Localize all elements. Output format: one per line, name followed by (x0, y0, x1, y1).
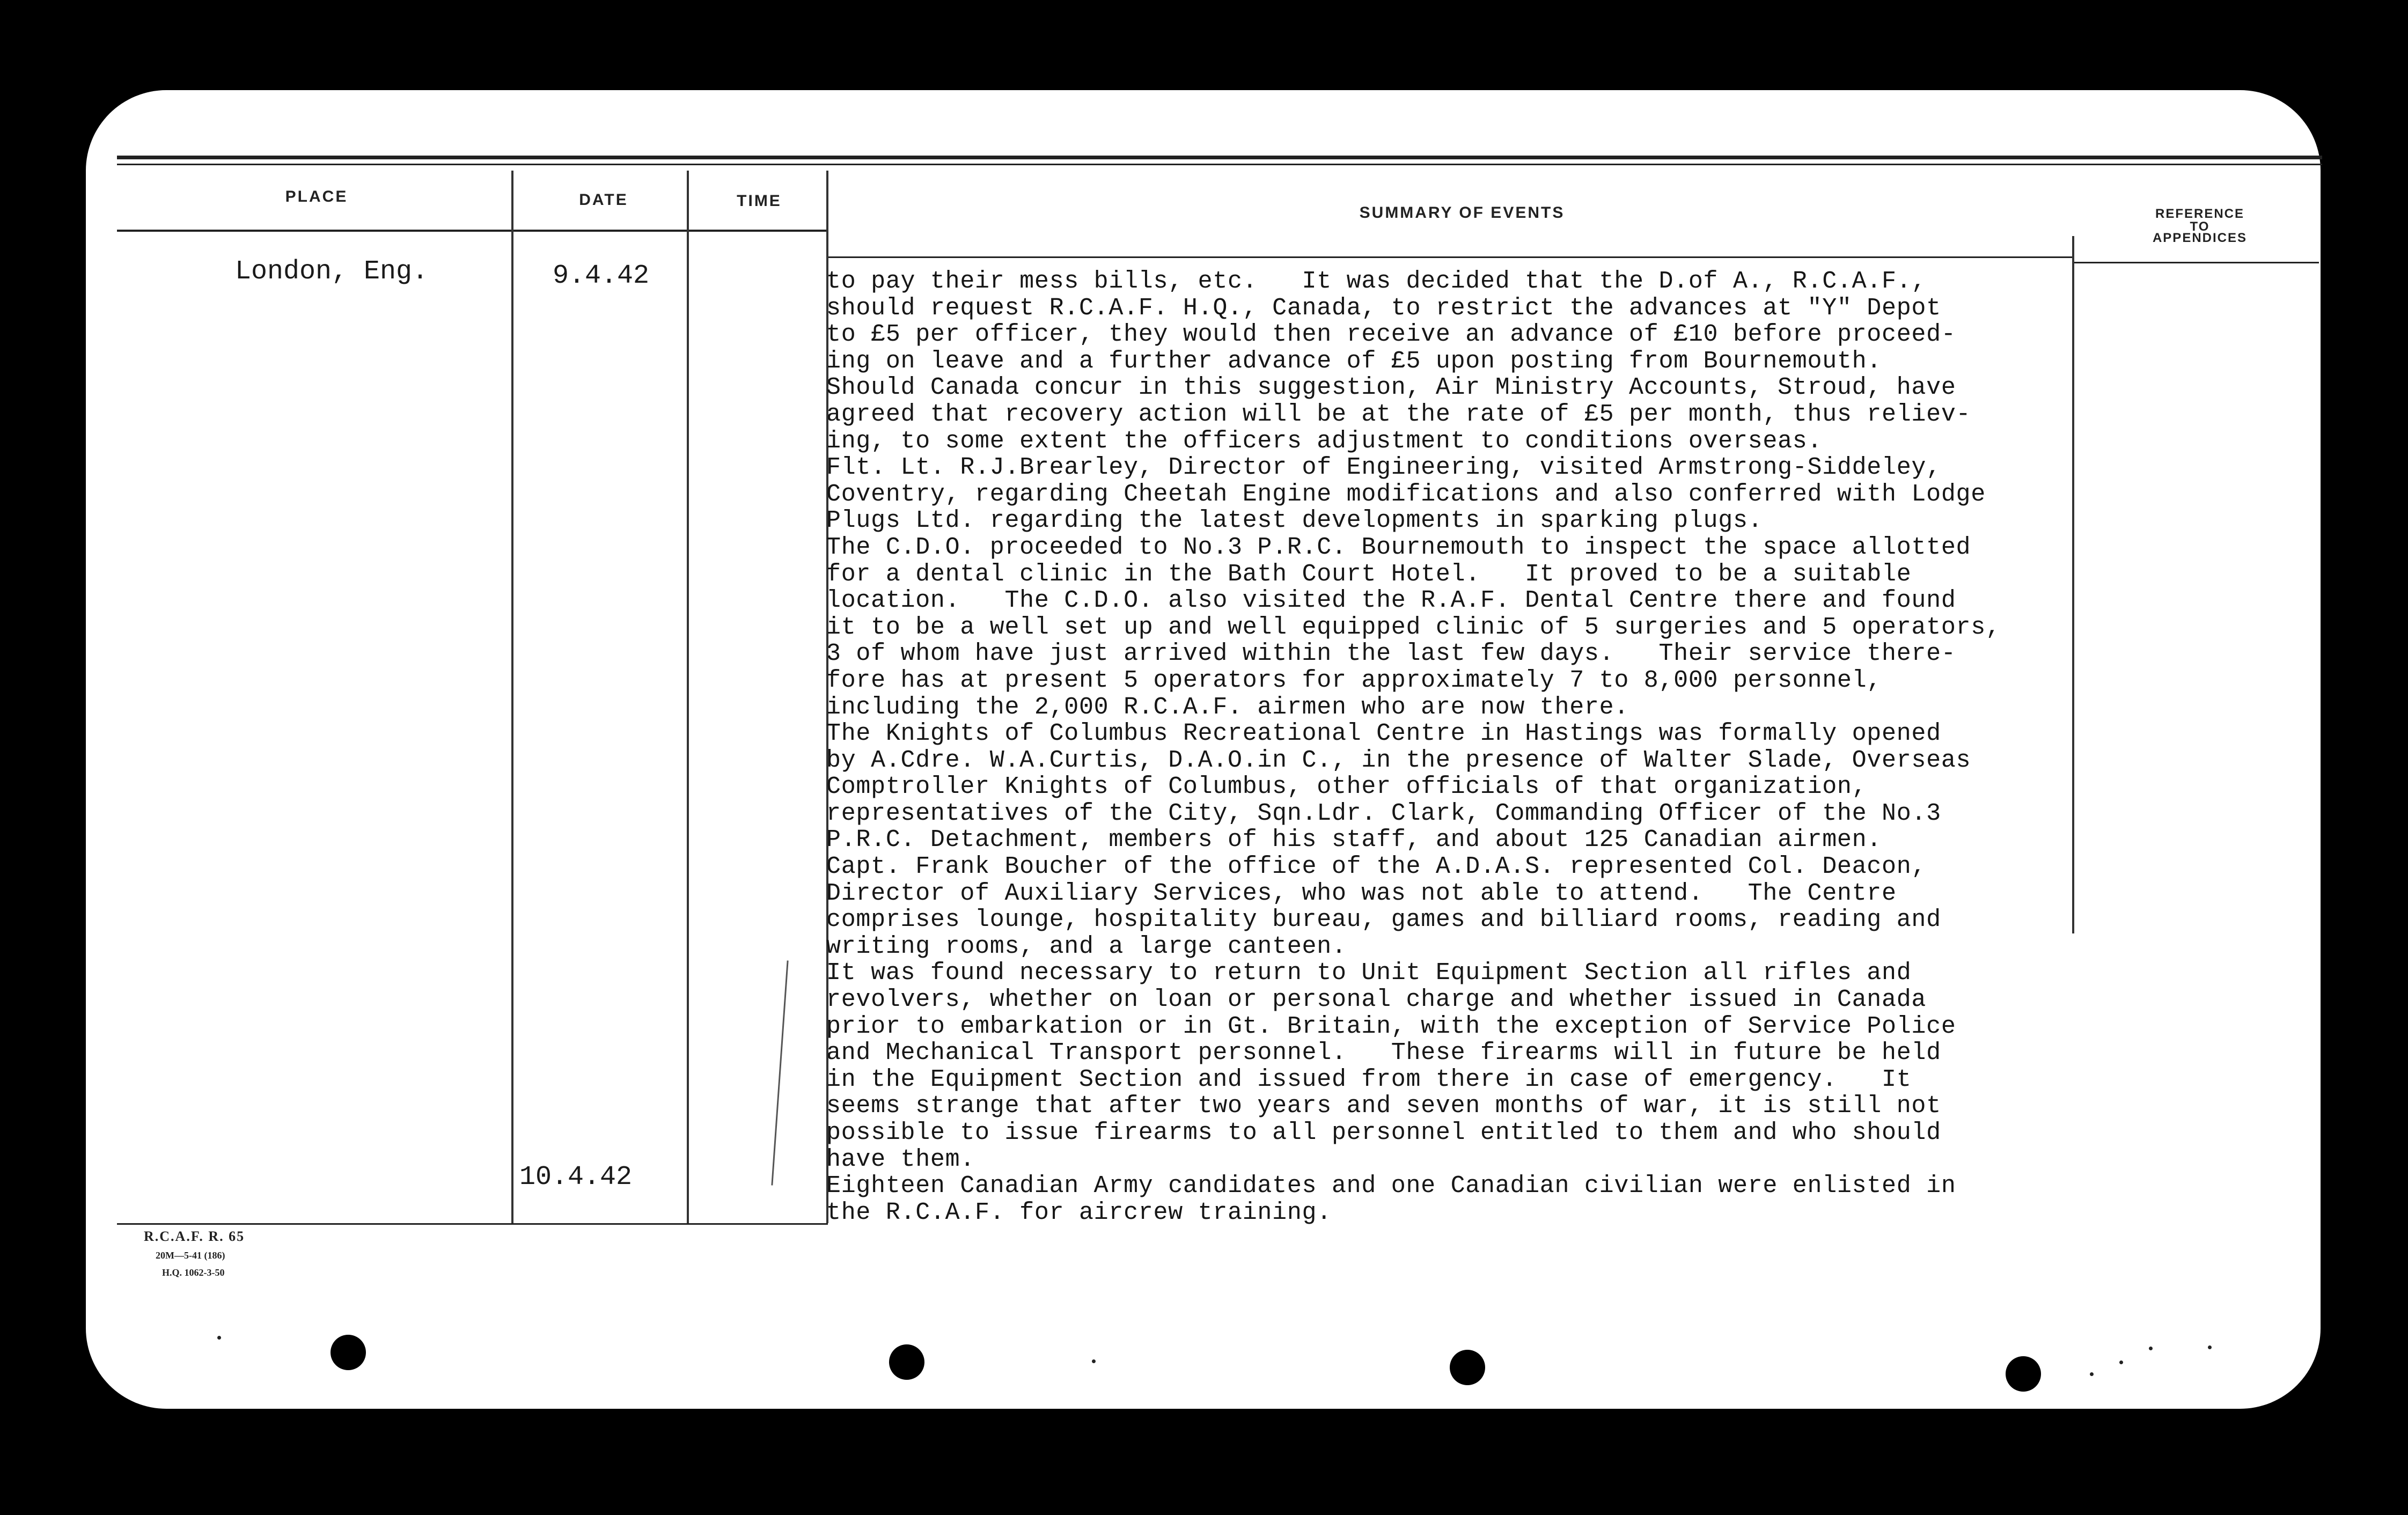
header-rule-reference (2072, 262, 2319, 263)
summary-line: P.R.C. Detachment, members of his staff, and about 125 Canadian airmen. (826, 826, 1882, 854)
header-place: PLACE (285, 188, 348, 205)
summary-line: seems strange that after two years and seven months of war, it is still not (826, 1092, 1941, 1120)
column-divider-place (511, 171, 513, 1223)
punch-hole (1450, 1350, 1485, 1385)
entry-date: 9.4.42 (553, 261, 650, 291)
paper-speck (1092, 1359, 1096, 1363)
paper-speck (2090, 1372, 2094, 1376)
punch-hole (2006, 1356, 2041, 1392)
summary-line: comprises lounge, hospitality bureau, games and billiard rooms, reading and (826, 906, 1941, 934)
summary-line: ing on leave and a further advance of £5 upon posting from Bournemouth. (826, 347, 1882, 375)
summary-line: should request R.C.A.F. H.Q., Canada, to restrict the advances at "Y" Depot (826, 294, 1941, 322)
paper-speck (2208, 1345, 2212, 1349)
form-number: R.C.A.F. R. 65 (144, 1229, 245, 1244)
summary-line: and Mechanical Transport personnel. These firearms will in future be held (826, 1039, 1941, 1067)
header-time: TIME (737, 192, 782, 210)
paper-speck (2119, 1360, 2123, 1364)
summary-line: representatives of the City, Sqn.Ldr. Clark, Commanding Officer of the No.3 (826, 799, 1941, 827)
summary-line: 3 of whom have just arrived within the last few days. Their service there- (826, 640, 1956, 668)
summary-line: agreed that recovery action will be at the rate of £5 per month, thus reliev- (826, 400, 1971, 428)
summary-line: writing rooms, and a large canteen. (826, 932, 1347, 960)
summary-line: Coventry, regarding Cheetah Engine modifications and also conferred with Lodge (826, 480, 1986, 508)
summary-line: ing, to some extent the officers adjustment to conditions overseas. (826, 427, 1823, 455)
bottom-rule (117, 1223, 828, 1225)
header-reference (2082, 206, 2318, 245)
summary-line: the R.C.A.F. for aircrew training. (826, 1198, 1332, 1226)
header-reference-line-3: APPENDICES (2152, 231, 2248, 245)
print-code: 20M—5-41 (186) (156, 1250, 225, 1261)
column-divider-date (687, 171, 689, 1223)
header-summary: SUMMARY OF EVENTS (1359, 204, 1565, 222)
summary-line: Eighteen Canadian Army candidates and one Canadian civilian were enlisted in (826, 1172, 1956, 1200)
paper-speck (217, 1336, 221, 1340)
summary-line: Director of Auxiliary Services, who was not able to attend. The Centre (826, 879, 1897, 907)
summary-of-events (826, 268, 2103, 1226)
entry-place: London, Eng. (235, 256, 429, 287)
summary-line: Should Canada concur in this suggestion, Air Ministry Accounts, Stroud, have (826, 374, 1956, 402)
summary-line: have them. (826, 1145, 975, 1173)
summary-line: Plugs Ltd. regarding the latest developments in sparking plugs. (826, 507, 1763, 535)
summary-line: The Knights of Columbus Recreational Centre in Hastings was formally opened (826, 720, 1941, 748)
summary-line: by A.Cdre. W.A.Curtis, D.A.O.in C., in the presence of Walter Slade, Overseas (826, 746, 1971, 774)
punch-hole (331, 1335, 366, 1370)
header-rule-summary (827, 256, 2072, 258)
summary-line: for a dental clinic in the Bath Court Hotel. It proved to be a suitable (826, 560, 1912, 588)
summary-line: to £5 per officer, they would then receive an advance of £10 before proceed- (826, 321, 1956, 349)
summary-line: It was found necessary to return to Unit Equipment Section all rifles and (826, 959, 1912, 987)
summary-line: Capt. Frank Boucher of the office of the A.D.A.S. represented Col. Deacon, (826, 853, 1927, 881)
summary-line: revolvers, whether on loan or personal charge and whether issued in Canada (826, 986, 1927, 1014)
punch-hole (889, 1344, 924, 1380)
top-rule-thin (117, 164, 2322, 165)
paper-speck (2149, 1347, 2153, 1350)
header-rule (117, 230, 827, 232)
header-reference-line-2: TO (2190, 219, 2210, 234)
hq-code: H.Q. 1062-3-50 (162, 1267, 225, 1278)
summary-line: possible to issue firearms to all personnel entitled to them and who should (826, 1119, 1941, 1146)
summary-line: in the Equipment Section and issued from there in case of emergency. It (826, 1065, 1912, 1093)
summary-line: to pay their mess bills, etc. It was decided that the D.of A., R.C.A.F., (826, 268, 1927, 295)
summary-line: location. The C.D.O. also visited the R.A.F. Dental Centre there and found (826, 587, 1956, 615)
summary-line: it to be a well set up and well equipped clinic of 5 surgeries and 5 operators, (826, 613, 2001, 641)
summary-line: Comptroller Knights of Columbus, other officials of that organization, (826, 773, 1867, 801)
header-date: DATE (579, 191, 628, 209)
top-rule-thick (117, 156, 2322, 159)
summary-line: prior to embarkation or in Gt. Britain, with the exception of Service Police (826, 1012, 1956, 1040)
summary-line: Flt. Lt. R.J.Brearley, Director of Engineering, visited Armstrong-Siddeley, (826, 454, 1941, 482)
entry-date-second: 10.4.42 (519, 1162, 633, 1193)
header-reference-line-1: REFERENCE (2155, 207, 2245, 221)
summary-line: including the 2,000 R.C.A.F. airmen who are now there. (826, 693, 1629, 721)
summary-line: The C.D.O. proceeded to No.3 P.R.C. Bournemouth to inspect the space allotted (826, 533, 1971, 561)
summary-line: fore has at present 5 operators for approximately 7 to 8,000 personnel, (826, 666, 1882, 694)
